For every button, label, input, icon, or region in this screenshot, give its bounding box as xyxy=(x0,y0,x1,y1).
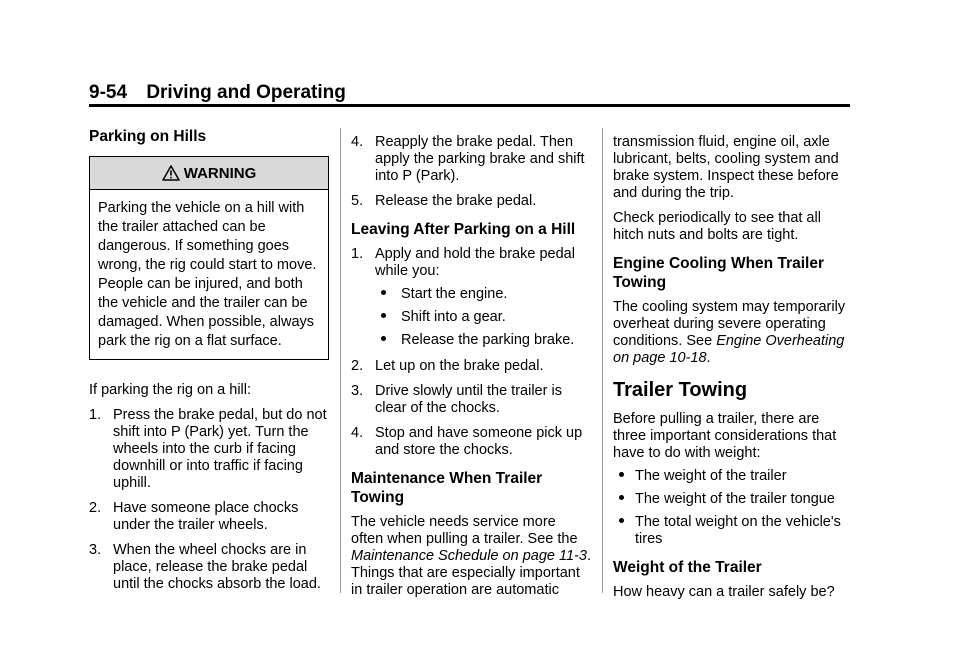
column-3 xyxy=(613,134,853,609)
trailer-towing-heading: Trailer Towing xyxy=(613,379,748,401)
engine-overheating-link[interactable]: Engine Overheating on page 10-18 xyxy=(613,333,845,366)
page-header xyxy=(89,82,346,104)
warning-header xyxy=(90,157,328,190)
column-divider-1 xyxy=(340,128,341,593)
check-text: Check periodically to see that all hitch nuts and bolts are tight. xyxy=(613,210,821,243)
weight-heading: Weight of the Trailer xyxy=(613,559,762,576)
continued-text: transmission fluid, engine oil, axle lubricant, belts, cooling system and brake system. Inspect these before and during the trip. xyxy=(613,134,839,201)
bullet-icon xyxy=(613,468,635,485)
list-item: 5. Release the brake pedal. xyxy=(351,193,537,209)
warning-triangle-icon xyxy=(162,165,180,181)
list-item: 1. Press the brake pedal, but do not shift into P (Park) yet. Turn the wheels into the curb if facing downhill or into traffic if facing uphill. xyxy=(89,407,327,491)
maintenance-text: The vehicle needs service more often when pulling a trailer. See the Maintenance Schedule on page 11-3. Things that are especially important in trailer operation are automatic xyxy=(351,514,591,598)
list-item: 3. Drive slowly until the trailer is clear of the chocks. xyxy=(351,383,562,416)
bullet-item: Release the parking brake. xyxy=(375,332,591,349)
list-item: 4. Stop and have someone pick up and store the chocks. xyxy=(351,425,583,458)
weight-text: How heavy can a trailer safely be? xyxy=(613,584,835,600)
page-number: 9-54 xyxy=(89,82,128,103)
warning-label: WARNING xyxy=(183,164,257,182)
bullet-item: The weight of the trailer xyxy=(613,468,853,485)
header-rule xyxy=(89,104,850,107)
bullet-item: Start the engine. xyxy=(375,286,591,303)
list-item: 2. Let up on the brake pedal. xyxy=(351,358,544,374)
list-item: 1. Apply and hold the brake pedal while you: xyxy=(351,246,575,279)
bullet-item: Shift into a gear. xyxy=(375,309,591,326)
bullet-icon xyxy=(375,286,401,303)
list-item: 3. When the wheel chocks are in place, release the brake pedal until the chocks absorb the load. xyxy=(89,542,321,592)
warning-box xyxy=(89,156,329,360)
cooling-text: The cooling system may temporarily overheat during severe operating conditions. See Engine Overheating on page 10-18. xyxy=(613,299,846,366)
column-1 xyxy=(89,127,329,601)
bullet-item: The total weight on the vehicle's tires xyxy=(613,514,853,548)
maintenance-schedule-link[interactable]: Maintenance Schedule on page 11-3 xyxy=(351,548,587,564)
maintenance-heading: Maintenance When Trailer Towing xyxy=(351,470,543,506)
bullet-item: The weight of the trailer tongue xyxy=(613,491,853,508)
bullet-icon xyxy=(613,514,635,548)
column-2 xyxy=(351,134,591,607)
bullet-icon xyxy=(613,491,635,508)
warning-text: Parking the vehicle on a hill with the trailer attached can be dangerous. If something goes wrong, the rig could start to move. People can be injured, and both the vehicle and the trailer can be damaged. When possible, always park the rig on a flat surface. xyxy=(98,200,317,349)
parking-intro: If parking the rig on a hill: xyxy=(89,382,252,398)
list-item: 4. Reapply the brake pedal. Then apply the parking brake and shift into P (Park). xyxy=(351,134,585,184)
column-divider-2 xyxy=(602,128,603,593)
parking-heading: Parking on Hills xyxy=(89,128,207,145)
section-title: Driving and Operating xyxy=(146,82,346,103)
list-item: 2. Have someone place chocks under the trailer wheels. xyxy=(89,500,299,533)
towing-text: Before pulling a trailer, there are three important considerations that have to do with weight: xyxy=(613,411,837,461)
bullet-icon xyxy=(375,309,401,326)
bullet-icon xyxy=(375,332,401,349)
engine-cooling-heading: Engine Cooling When Trailer Towing xyxy=(613,255,824,291)
leaving-heading: Leaving After Parking on a Hill xyxy=(351,221,576,238)
